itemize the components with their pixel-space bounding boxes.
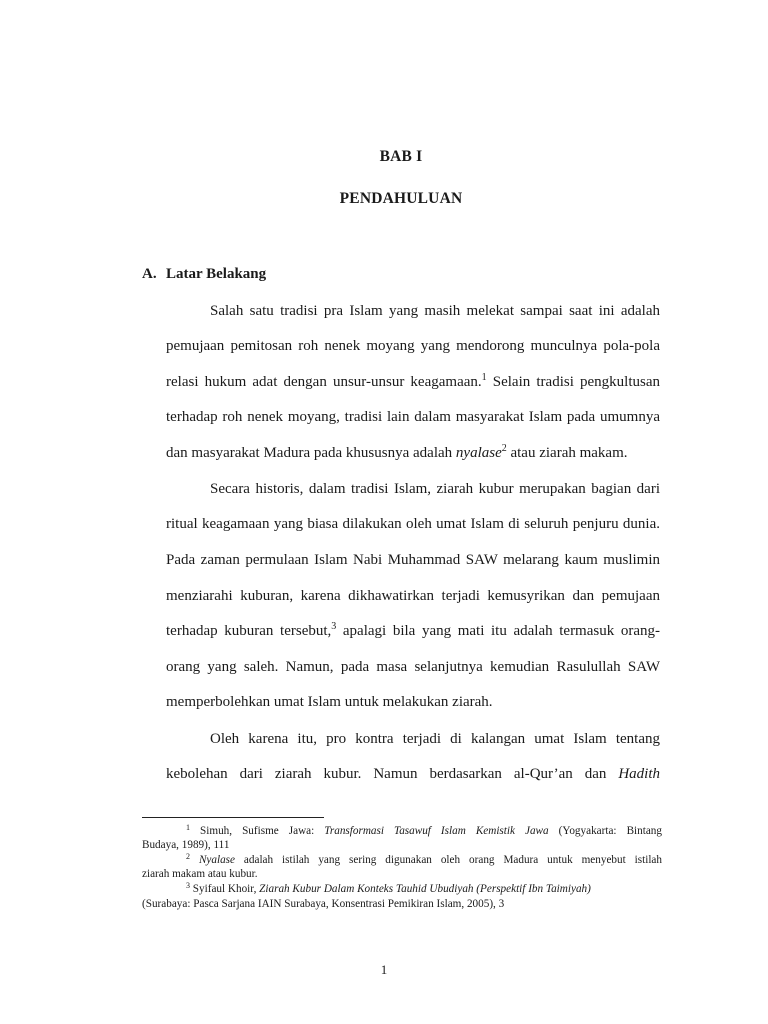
body-line: relasi hukum adat dengan unsur-unsur keagamaan.$^1$ Selain tradisi pengkultusan [166,372,660,390]
section-title: Latar Belakang [166,266,267,282]
footnote-ref: 1 [481,372,487,383]
footnote-ref: 2 [501,443,507,454]
section-heading [142,266,266,283]
body-line: terhadap roh nenek moyang, tradisi lain dalam masyarakat Islam pada umumnya [166,409,660,425]
body-line: ritual keagamaan yang biasa dilakukan oleh umat Islam di seluruh penjuru dunia. [166,516,660,532]
footnote-2-cont: ziarah makam atau kubur. [142,868,258,880]
body-line: menziarahi kuburan, karena dikhawatirkan terjadi kemusyrikan dan pemujaan [166,588,660,604]
body-line: Oleh karena itu, pro kontra terjadi di kalangan umat Islam tentang [210,731,660,747]
body-line: dan masyarakat Madura pada khususnya adalah nyalase$^2$ atau ziarah makam. [166,443,628,461]
body-line: Salah satu tradisi pra Islam yang masih melekat sampai saat ini adalah [210,303,660,319]
footnote-2: $^2$ Nyalase adalah istilah yang sering digunakan oleh orang Madura untuk menyebut istilah [186,852,662,866]
body-line: orang yang saleh. Namun, pada masa selanjutnya kemudian Rasulullah SAW [166,659,660,675]
footnote-3-cont: (Surabaya: Pasca Sarjana IAIN Surabaya, Konsentrasi Pemikiran Islam, 2005), 3 [142,898,505,910]
body-line: terhadap kuburan tersebut,$^3$ apalagi bila yang mati itu adalah termasuk orang- [166,621,660,639]
footnote-3: $^3$ Syifaul Khoir, Ziarah Kubur Dalam Konteks Tauhid Ubudiyah (Perspektif Ibn Taimiyah) [186,881,591,895]
chapter-title: PENDAHULUAN [339,190,463,207]
footnote-separator [142,817,324,818]
section-number: A. [142,266,157,282]
footnote-ref: 3 [331,621,337,632]
page-number: 1 [380,962,388,977]
body-line: memperbolehkan umat Islam untuk melakukan ziarah. [166,694,493,710]
body-line: pemujaan pemitosan roh nenek moyang yang mendorong munculnya pola-pola [166,338,660,354]
body-line: kebolehan dari ziarah kubur. Namun berdasarkan al-Qur’an dan Hadith [166,766,660,782]
body-line: Secara historis, dalam tradisi Islam, ziarah kubur merupakan bagian dari [210,481,660,497]
footnote-1-cont: Budaya, 1989), 111 [142,839,230,851]
footnote-1: $^1$ Simuh, Sufisme Jawa: Transformasi Tasawuf Islam Kemistik Jawa (Yogyakarta: Bintang [186,823,662,837]
body-line: Pada zaman permulaan Islam Nabi Muhammad SAW melarang kaum muslimin [166,552,660,568]
chapter-label: BAB I [379,148,423,165]
